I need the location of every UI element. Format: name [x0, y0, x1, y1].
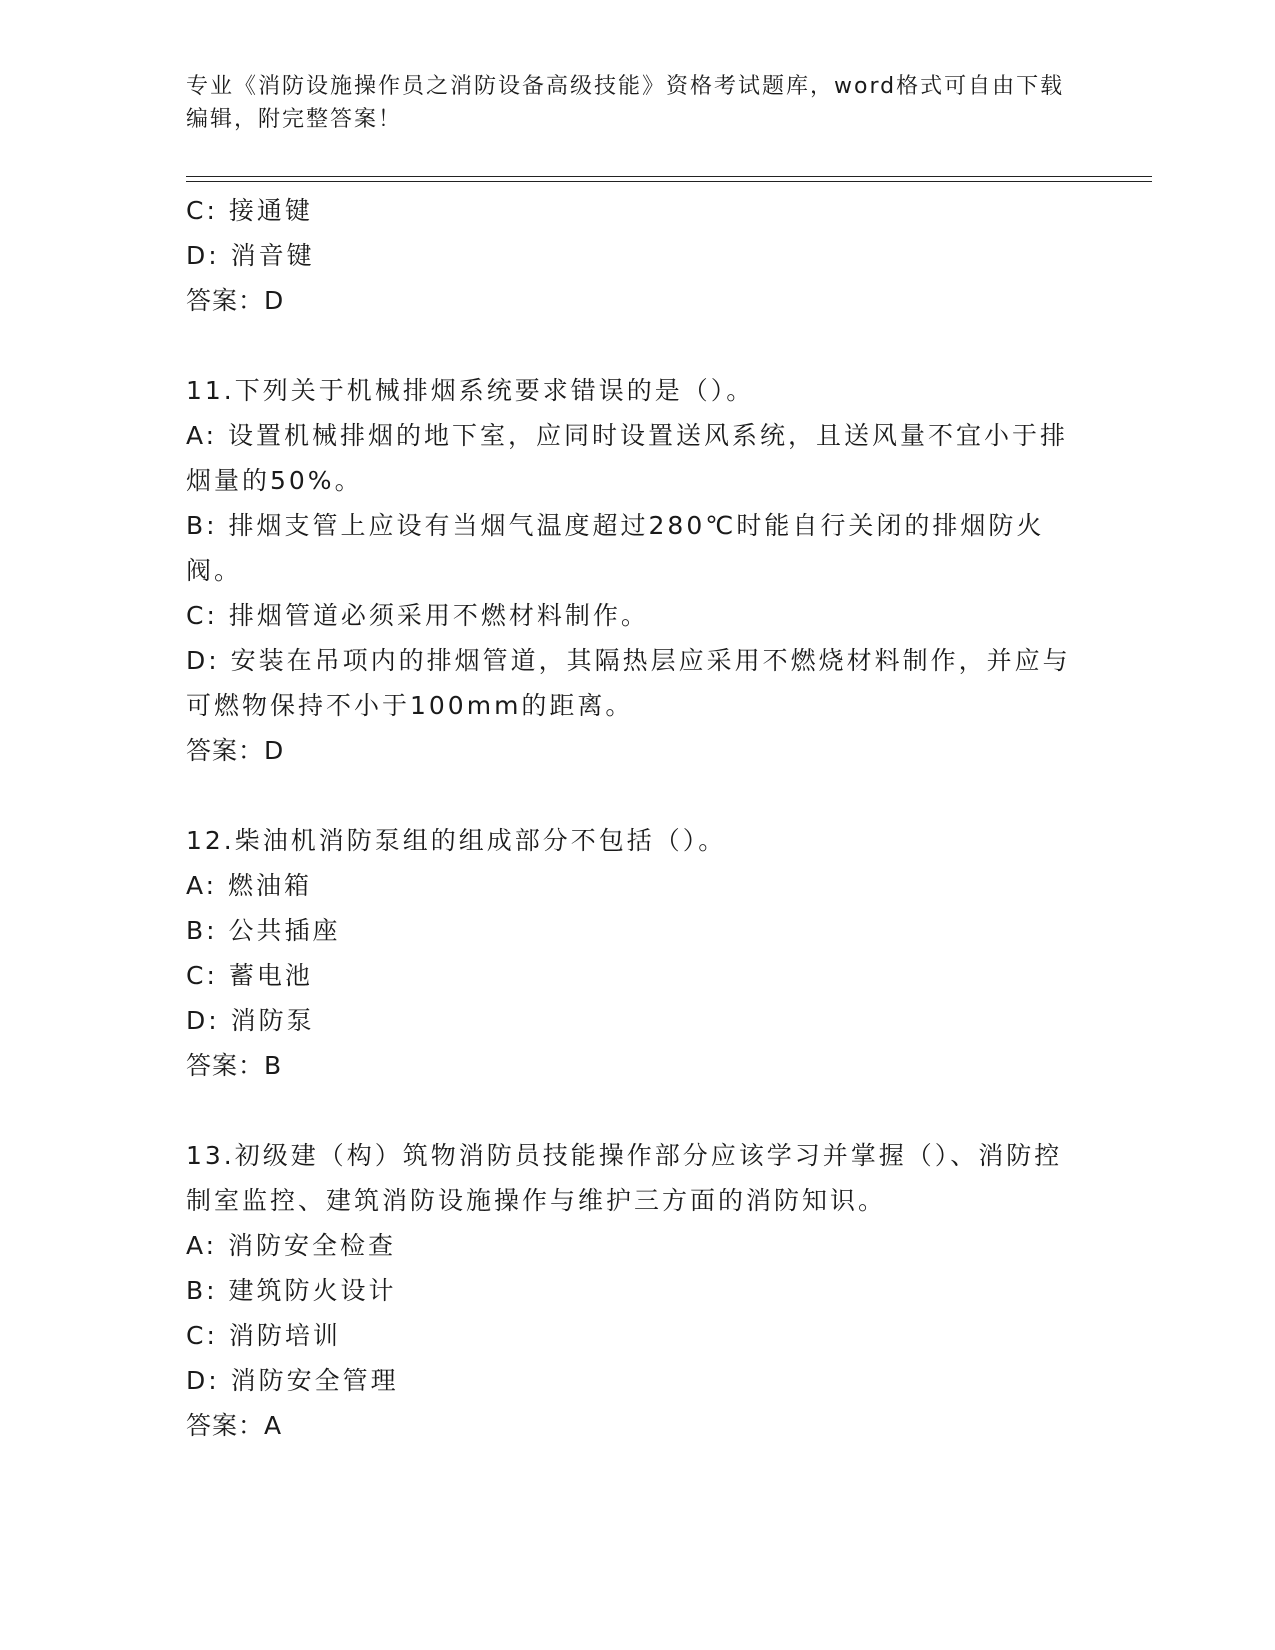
spacer [186, 1088, 1086, 1133]
option-c: C: 排烟管道必须采用不燃材料制作。 [186, 601, 649, 630]
option-c: C: 消防培训 [186, 1321, 341, 1350]
option-a: A: 设置机械排烟的地下室，应同时设置送风系统，且送风量不宜小于排烟量的50%。 [186, 421, 1069, 495]
question-12 [186, 818, 1086, 1088]
header-divider-bottom [186, 181, 1152, 182]
option-b: B: 公共插座 [186, 916, 341, 945]
option-a: A: 燃油箱 [186, 871, 313, 900]
option-d: D: 消防泵 [186, 1006, 315, 1035]
option-c: C: 接通键 [186, 196, 313, 225]
option-b: B: 排烟支管上应设有当烟气温度超过280℃时能自行关闭的排烟防火阀。 [186, 511, 1045, 585]
spacer [186, 323, 1086, 368]
answer: 答案：B [186, 1051, 283, 1080]
option-d: D: 消防安全管理 [186, 1366, 399, 1395]
answer: 答案：D [186, 286, 285, 315]
option-a: A: 消防安全检查 [186, 1231, 397, 1260]
question-list [186, 188, 1086, 1448]
question-13 [186, 1133, 1086, 1448]
previous-question-fragment [186, 188, 1086, 323]
answer: 答案：A [186, 1411, 283, 1440]
question-stem: 12.柴油机消防泵组的组成部分不包括（）。 [186, 826, 727, 855]
option-c: C: 蓄电池 [186, 961, 313, 990]
document-header: 专业《消防设施操作员之消防设备高级技能》资格考试题库，word格式可自由下载编辑，附完整答案！ [186, 74, 1065, 132]
option-d: D: 安装在吊项内的排烟管道，其隔热层应采用不燃烧材料制作，并应与可燃物保持不小于100mm的距离。 [186, 646, 1071, 720]
option-b: B: 建筑防火设计 [186, 1276, 397, 1305]
header-divider-top [186, 176, 1152, 177]
question-stem: 13.初级建（构）筑物消防员技能操作部分应该学习并掌握（）、消防控制室监控、建筑消防设施操作与维护三方面的消防知识。 [186, 1141, 1063, 1215]
question-11 [186, 368, 1086, 773]
answer: 答案：D [186, 736, 285, 765]
option-d: D: 消音键 [186, 241, 315, 270]
question-stem: 11.下列关于机械排烟系统要求错误的是（）。 [186, 376, 755, 405]
spacer [186, 773, 1086, 818]
